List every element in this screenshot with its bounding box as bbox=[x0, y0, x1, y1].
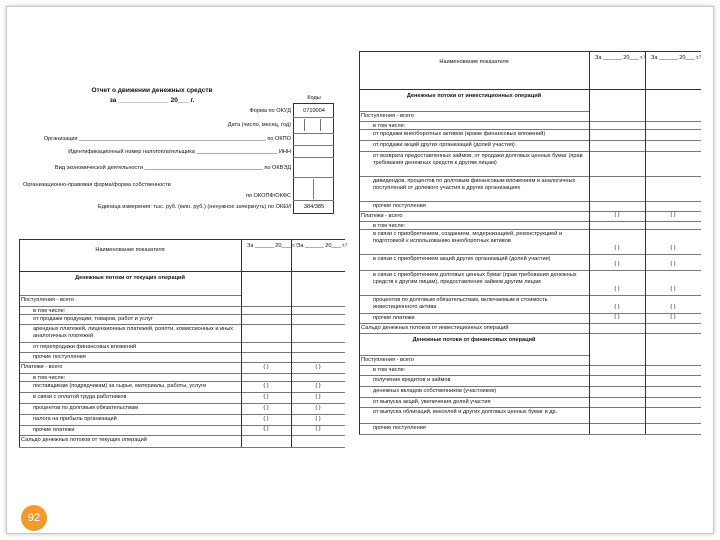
row-divider bbox=[359, 333, 701, 334]
row-divider bbox=[359, 365, 701, 366]
column-divider bbox=[241, 239, 242, 447]
okopf-divider bbox=[313, 179, 314, 199]
page-number-badge: 92 bbox=[21, 505, 47, 531]
table-row-label: Сальдо денежных потоков от текущих операций bbox=[21, 437, 147, 443]
codes-divider bbox=[293, 177, 334, 178]
codes-label: Коды bbox=[307, 95, 321, 101]
row-divider bbox=[19, 373, 345, 374]
header-row: Единица измерения: тыс. руб. (млн. руб.) (ненужное зачеркнуть) по ОКЕИ bbox=[98, 204, 291, 210]
date-divider bbox=[304, 119, 305, 131]
table-cell-year2: ( ) bbox=[315, 405, 321, 411]
row-divider bbox=[19, 392, 345, 393]
row-divider bbox=[359, 386, 701, 387]
table-row-label: в связи с приобретением акций других организаций (долей участия) bbox=[373, 256, 551, 262]
row-divider bbox=[19, 306, 345, 307]
table-cell-year1: ( ) bbox=[614, 304, 620, 310]
row-divider bbox=[19, 447, 345, 448]
column-header-year1: За ______ 20___ г.¹ bbox=[247, 243, 298, 249]
table-row-label: прочие поступления bbox=[373, 425, 426, 431]
row-divider bbox=[359, 111, 589, 112]
codes-divider bbox=[293, 157, 334, 158]
column-divider bbox=[291, 239, 292, 447]
row-divider bbox=[359, 129, 701, 130]
row-divider bbox=[19, 295, 241, 296]
table-cell-year1: ( ) bbox=[263, 426, 269, 432]
table-row-label: от возврата предоставленных займов, от продажи долговых ценных бумаг (прав требования денежных средств к другим лицам) bbox=[373, 153, 583, 166]
table-row-label: от продажи акций других организаций (долей участия) bbox=[373, 142, 515, 148]
table-cell-year1: ( ) bbox=[614, 212, 620, 218]
report-period: за ______________ 20___ г. bbox=[109, 97, 195, 104]
codes-left-border bbox=[293, 103, 294, 213]
column-divider bbox=[589, 51, 590, 434]
table-cell-year1: ( ) bbox=[263, 405, 269, 411]
slide bbox=[6, 6, 714, 534]
codes-divider bbox=[293, 200, 334, 201]
table-row-label: в том числе: bbox=[33, 308, 66, 314]
table-cell-year1: ( ) bbox=[263, 364, 269, 370]
codes-divider bbox=[293, 145, 334, 146]
row-divider bbox=[359, 295, 701, 296]
header-row: по ОКОПФ/ОКФС bbox=[245, 193, 291, 199]
header-row: Организационно-правовая форма/форма собственности bbox=[23, 182, 171, 188]
table-row-label: прочие платежи bbox=[33, 427, 75, 433]
row-divider bbox=[359, 375, 701, 376]
table-cell-year2: ( ) bbox=[670, 245, 676, 251]
row-divider bbox=[19, 324, 345, 325]
codes-right-border bbox=[333, 103, 334, 213]
column-header-name: Наименование показателя bbox=[95, 247, 165, 253]
section-heading: Денежные потоки от текущих операций bbox=[75, 275, 185, 281]
table-cell-year1: ( ) bbox=[263, 416, 269, 422]
table-row-label: в том числе: bbox=[373, 223, 406, 229]
table-cell-year2: ( ) bbox=[315, 394, 321, 400]
table-row-label: налога на прибыль организаций bbox=[33, 416, 117, 422]
table-row-label: денежных вкладов собственников (участников) bbox=[373, 388, 497, 394]
column-header-year1: За ______ 20___ г.¹ bbox=[595, 55, 646, 61]
row-divider bbox=[19, 381, 345, 382]
table-row-label: от выпуска облигаций, векселей и других долговых ценных бумаг и др. bbox=[373, 409, 558, 415]
table-row-label: от перепродажи финансовых вложений bbox=[33, 344, 137, 350]
codes-bottom-border bbox=[293, 213, 334, 214]
section-heading: Денежные потоки от инвестиционных операций bbox=[406, 93, 542, 99]
table-cell-year2: ( ) bbox=[670, 261, 676, 267]
header-divider bbox=[19, 271, 345, 272]
table-row-label: прочие платежи bbox=[373, 315, 415, 321]
header-row: Дата (число, месяц, год) bbox=[227, 122, 291, 128]
section-heading: Денежные потоки от финансовых операций bbox=[412, 337, 536, 343]
table-cell-year2: ( ) bbox=[670, 304, 676, 310]
table-left-border bbox=[19, 239, 20, 447]
table-row-label: прочие поступления bbox=[373, 203, 426, 209]
table-cell-year1: ( ) bbox=[614, 261, 620, 267]
table-row-label: в том числе: bbox=[33, 375, 66, 381]
row-divider bbox=[19, 403, 345, 404]
row-divider bbox=[359, 254, 701, 255]
row-divider bbox=[359, 151, 701, 152]
table-row-label: в связи с приобретением долговых ценных бумаг (прав требования денежных средств к другим лицам), предоставление займов другим лицам bbox=[373, 272, 577, 285]
table-row-label: поставщикам (подрядчикам) за сырье, материалы, работы, услуги bbox=[33, 383, 207, 389]
table-row-label: от выпуска акций, увеличения долей участия bbox=[373, 399, 491, 405]
table-row-label: Поступления - всего bbox=[21, 297, 74, 303]
report-title: Отчет о движении денежных средств bbox=[91, 87, 213, 94]
table-row-label: в связи с оплатой труда работников bbox=[33, 394, 127, 400]
codes-top-border bbox=[293, 103, 334, 104]
row-divider bbox=[359, 140, 701, 141]
row-divider bbox=[359, 121, 701, 122]
table-row-label: получение кредитов и займов bbox=[373, 377, 451, 383]
header-row: Вид экономической деятельности ______________________________________ по ОКВЭД bbox=[54, 165, 291, 171]
table-cell-year2: ( ) bbox=[315, 426, 321, 432]
codes-divider bbox=[293, 133, 334, 134]
row-divider bbox=[359, 229, 701, 230]
table-cell-year1: ( ) bbox=[614, 286, 620, 292]
row-divider bbox=[359, 355, 589, 356]
table-row-label: арендных платежей, лицензионных платежей, роялти, комиссионных и иных аналогичных платежей bbox=[33, 326, 234, 339]
table-row-label: Сальдо денежных потоков от инвестиционных операций bbox=[361, 325, 509, 331]
table-row-label: процентов по долговым обязательствам bbox=[33, 405, 138, 411]
row-divider bbox=[19, 342, 345, 343]
column-header-name: Наименование показателя bbox=[439, 59, 509, 65]
header-row: Организация ____________________________________________________________ по ОКПО bbox=[43, 136, 291, 142]
column-header-year2: За ______ 20___ г.² bbox=[651, 55, 702, 61]
table-cell-year1: ( ) bbox=[614, 314, 620, 320]
table-row-label: прочие поступления bbox=[33, 354, 86, 360]
row-divider bbox=[359, 201, 701, 202]
date-divider bbox=[320, 119, 321, 131]
table-cell-year1: ( ) bbox=[263, 383, 269, 389]
row-divider bbox=[359, 434, 701, 435]
row-divider bbox=[19, 414, 345, 415]
table-row-label: в том числе: bbox=[373, 123, 406, 129]
table-cell-year2: ( ) bbox=[670, 212, 676, 218]
row-divider bbox=[359, 323, 701, 324]
table-cell-year1: ( ) bbox=[263, 394, 269, 400]
row-divider bbox=[19, 314, 345, 315]
row-divider bbox=[19, 362, 345, 363]
row-divider bbox=[359, 407, 701, 408]
table-cell-year2: ( ) bbox=[315, 416, 321, 422]
header-row: Идентификационный номер налогоплательщика __________________________ ИНН bbox=[68, 149, 291, 155]
table-row-label: Платежи - всего bbox=[361, 213, 403, 219]
row-divider bbox=[359, 221, 701, 222]
row-divider bbox=[19, 435, 345, 436]
table-cell-year2: ( ) bbox=[315, 364, 321, 370]
table-row-label: дивидендов, процентов по долговым финансовым вложениям и аналогичных поступлений от долевого участия в других организациях bbox=[373, 178, 576, 191]
table-top-border bbox=[19, 239, 345, 240]
codes-divider bbox=[293, 117, 334, 118]
table-row-label: от продажи продукции, товаров, работ и услуг bbox=[33, 316, 153, 322]
header-divider bbox=[359, 89, 701, 90]
table-row-label: Поступления - всего bbox=[361, 113, 414, 119]
table-row-label: процентов по долговым обязательствам, включаемым в стоимость инвестиционного актива bbox=[373, 297, 548, 310]
table-cell-year2: ( ) bbox=[670, 314, 676, 320]
table-left-border bbox=[359, 51, 360, 434]
row-divider bbox=[359, 397, 701, 398]
row-divider bbox=[19, 352, 345, 353]
row-divider bbox=[359, 270, 701, 271]
header-row: Форма по ОКУД bbox=[249, 108, 291, 114]
column-divider bbox=[645, 51, 646, 434]
header-code: 0710004 bbox=[303, 108, 325, 114]
row-divider bbox=[359, 176, 701, 177]
table-top-border bbox=[359, 51, 701, 52]
table-row-label: Поступления - всего bbox=[361, 357, 414, 363]
table-cell-year2: ( ) bbox=[670, 286, 676, 292]
table-row-label: в связи с приобретением, созданием, модернизацией, реконструкцией и подготовкой к использованию внеоборотных активов bbox=[373, 231, 563, 244]
column-header-year2: За ______ 20___ г.² bbox=[297, 243, 348, 249]
table-row-label: Платежи - всего bbox=[21, 364, 63, 370]
table-cell-year2: ( ) bbox=[315, 383, 321, 389]
table-row-label: от продажи внеоборотных активов (кроме финансовых вложений) bbox=[373, 131, 546, 137]
row-divider bbox=[359, 423, 701, 424]
table-row-label: в том числе: bbox=[373, 367, 406, 373]
header-code: 384/385 bbox=[303, 204, 325, 210]
table-cell-year1: ( ) bbox=[614, 245, 620, 251]
